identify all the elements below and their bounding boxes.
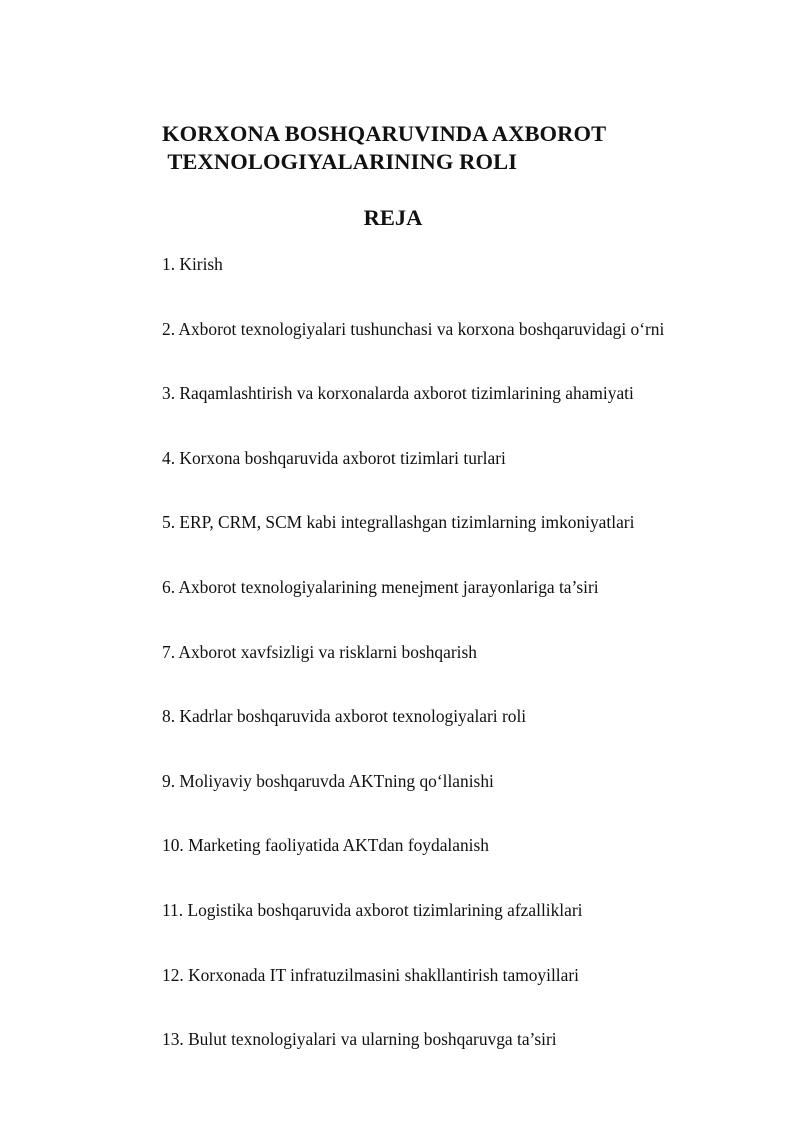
document-title-line-2: TEXNOLOGIYALARINING ROLI: [162, 149, 518, 174]
plan-list: [162, 251, 762, 1091]
plan-heading: REJA: [363, 205, 423, 230]
plan-item-8: 8. Kadrlar boshqaruvida axborot texnologiyalari roli: [162, 706, 527, 727]
document-title-line-1: KORXONA BOSHQARUVINDA AXBOROT: [162, 121, 607, 146]
plan-item-3: 3. Raqamlashtirish va korxonalarda axborot tizimlarining ahamiyati: [162, 383, 634, 404]
plan-item-5: 5. ERP, CRM, SCM kabi integrallashgan tizimlarning imkoniyatlari: [162, 512, 635, 533]
plan-item-10: 10. Marketing faoliyatida AKTdan foydalanish: [162, 835, 489, 856]
plan-item-9: 9. Moliyaviy boshqaruvda AKTning qo‘llanishi: [162, 770, 494, 791]
plan-item-4: 4. Korxona boshqaruvida axborot tizimlari turlari: [162, 447, 506, 468]
plan-item-1: 1. Kirish: [162, 254, 223, 274]
plan-item-2: 2. Axborot texnologiyalari tushunchasi va korxona boshqaruvidagi o‘rni: [162, 318, 665, 339]
plan-item-7: 7. Axborot xavfsizligi va risklarni boshqarish: [162, 641, 477, 662]
plan-item-12: 12. Korxonada IT infratuzilmasini shakllantirish tamoyillari: [162, 964, 579, 985]
plan-item-6: 6. Axborot texnologiyalarining menejment jarayonlariga ta’siri: [162, 576, 599, 597]
plan-item-11: 11. Logistika boshqaruvida axborot tizimlarining afzalliklari: [162, 899, 583, 920]
plan-item-13: 13. Bulut texnologiyalari va ularning boshqaruvga ta’siri: [162, 1029, 557, 1050]
document-title: [162, 120, 722, 176]
